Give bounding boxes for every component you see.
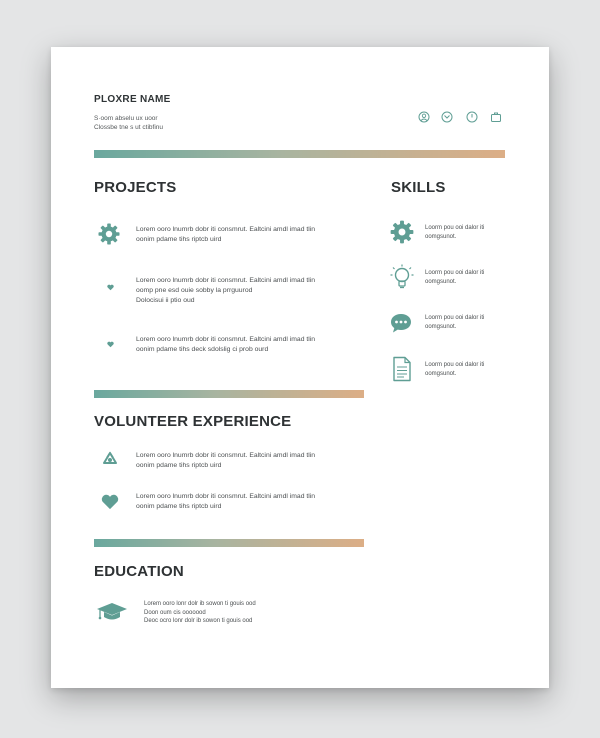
project-item-2 (136, 276, 358, 306)
heart-icon (107, 284, 114, 291)
project-item-3-line-2: oonim pdame tihs deck sdolslig ci prob ourd (136, 346, 269, 353)
education-line-2: Doon oum cis ooooood (144, 609, 206, 616)
volunteer-divider (94, 539, 364, 547)
education-line-3: Deoc ocro lonr dolr ib sowon ti gouis ood (144, 618, 253, 624)
skill-item-1 (425, 224, 503, 242)
contact-line-2: Clossbe tne s ut ctibfinu (94, 124, 164, 131)
skill-item-2-line-1: Loorm pou ooi dalor iti (425, 270, 485, 276)
projects-divider (94, 390, 364, 398)
project-item-2-line-1: Lorem ooro lnumrb dobr iti consmrut. Ealtcini amdl imad tlin (136, 277, 316, 284)
volunteer-item-2 (136, 492, 358, 512)
projects-title: PROJECTS (94, 179, 177, 196)
skill-item-2 (425, 269, 503, 287)
gear-icon (97, 222, 121, 246)
header-divider (94, 150, 505, 158)
project-item-3 (136, 335, 358, 355)
volunteer-item-2-line-1: Lorem ooro lnumrb dobr iti consmrut. Ealtcini amdl imad tlin (136, 493, 316, 500)
skill-item-3-line-1: Loorm pou ooi dalor iti (425, 315, 485, 321)
document-icon (392, 356, 412, 382)
education-title: EDUCATION (94, 563, 184, 580)
project-item-2-line-2: oomp pne esd ouie sobby la prrguurod (136, 287, 253, 294)
volunteer-item-1-line-1: Lorem ooro lnumrb dobr iti consmrut. Ealtcini amdl imad tlin (136, 452, 316, 459)
skill-item-3-line-2: oomgsunot. (425, 324, 457, 330)
project-item-1-line-1: Lorem ooro lnumrb dobr iti consmrut. Ealtcini amdl imad tlin (136, 226, 316, 233)
project-item-1-line-2: oonim pdame tihs riptcb uird (136, 236, 222, 243)
skill-item-1-line-2: oomgsunot. (425, 234, 457, 240)
skill-item-4-line-1: Loorm pou ooi dalor iti (425, 362, 485, 368)
briefcase-icon (490, 111, 502, 123)
skill-item-3 (425, 314, 503, 332)
gear-icon (389, 219, 415, 245)
volunteer-item-2-line-2: oonim pdame tihs riptcb uird (136, 503, 222, 510)
resume-name: PLOXRE NAME (94, 94, 171, 105)
lightbulb-icon (389, 263, 415, 293)
skill-item-4-line-2: oomgsunot. (425, 371, 457, 377)
skills-title: SKILLS (391, 179, 446, 196)
heart-icon (107, 341, 114, 348)
chat-bubble-icon (389, 312, 413, 334)
phone-icon (466, 111, 478, 123)
volunteer-title: VOLUNTEER EXPERIENCE (94, 413, 292, 430)
contact-line-1: S·oom abselu ux uoor (94, 115, 158, 122)
graduation-cap-icon (96, 601, 128, 623)
resume-page (51, 47, 549, 688)
project-item-2-line-3: Dolocisui ii ptio oud (136, 297, 195, 304)
education-line-1: Lorem ooro lonr dolr ib sowon ti gouis ood (144, 601, 256, 607)
skill-item-1-line-1: Loorm pou ooi dalor iti (425, 225, 485, 231)
project-item-3-line-1: Lorem ooro lnumrb dobr iti consmrut. Ealtcini amdl imad tlin (136, 336, 316, 343)
user-circle-icon (418, 111, 430, 123)
heart-icon (101, 494, 119, 510)
skill-item-2-line-2: oomgsunot. (425, 279, 457, 285)
education-entry (144, 600, 304, 626)
project-item-1 (136, 225, 358, 245)
mail-icon (441, 111, 453, 123)
volunteer-item-1-line-2: oonim pdame tihs riptcb uird (136, 462, 222, 469)
skill-item-4 (425, 361, 503, 379)
recycle-icon (101, 451, 119, 469)
volunteer-item-1 (136, 451, 358, 471)
